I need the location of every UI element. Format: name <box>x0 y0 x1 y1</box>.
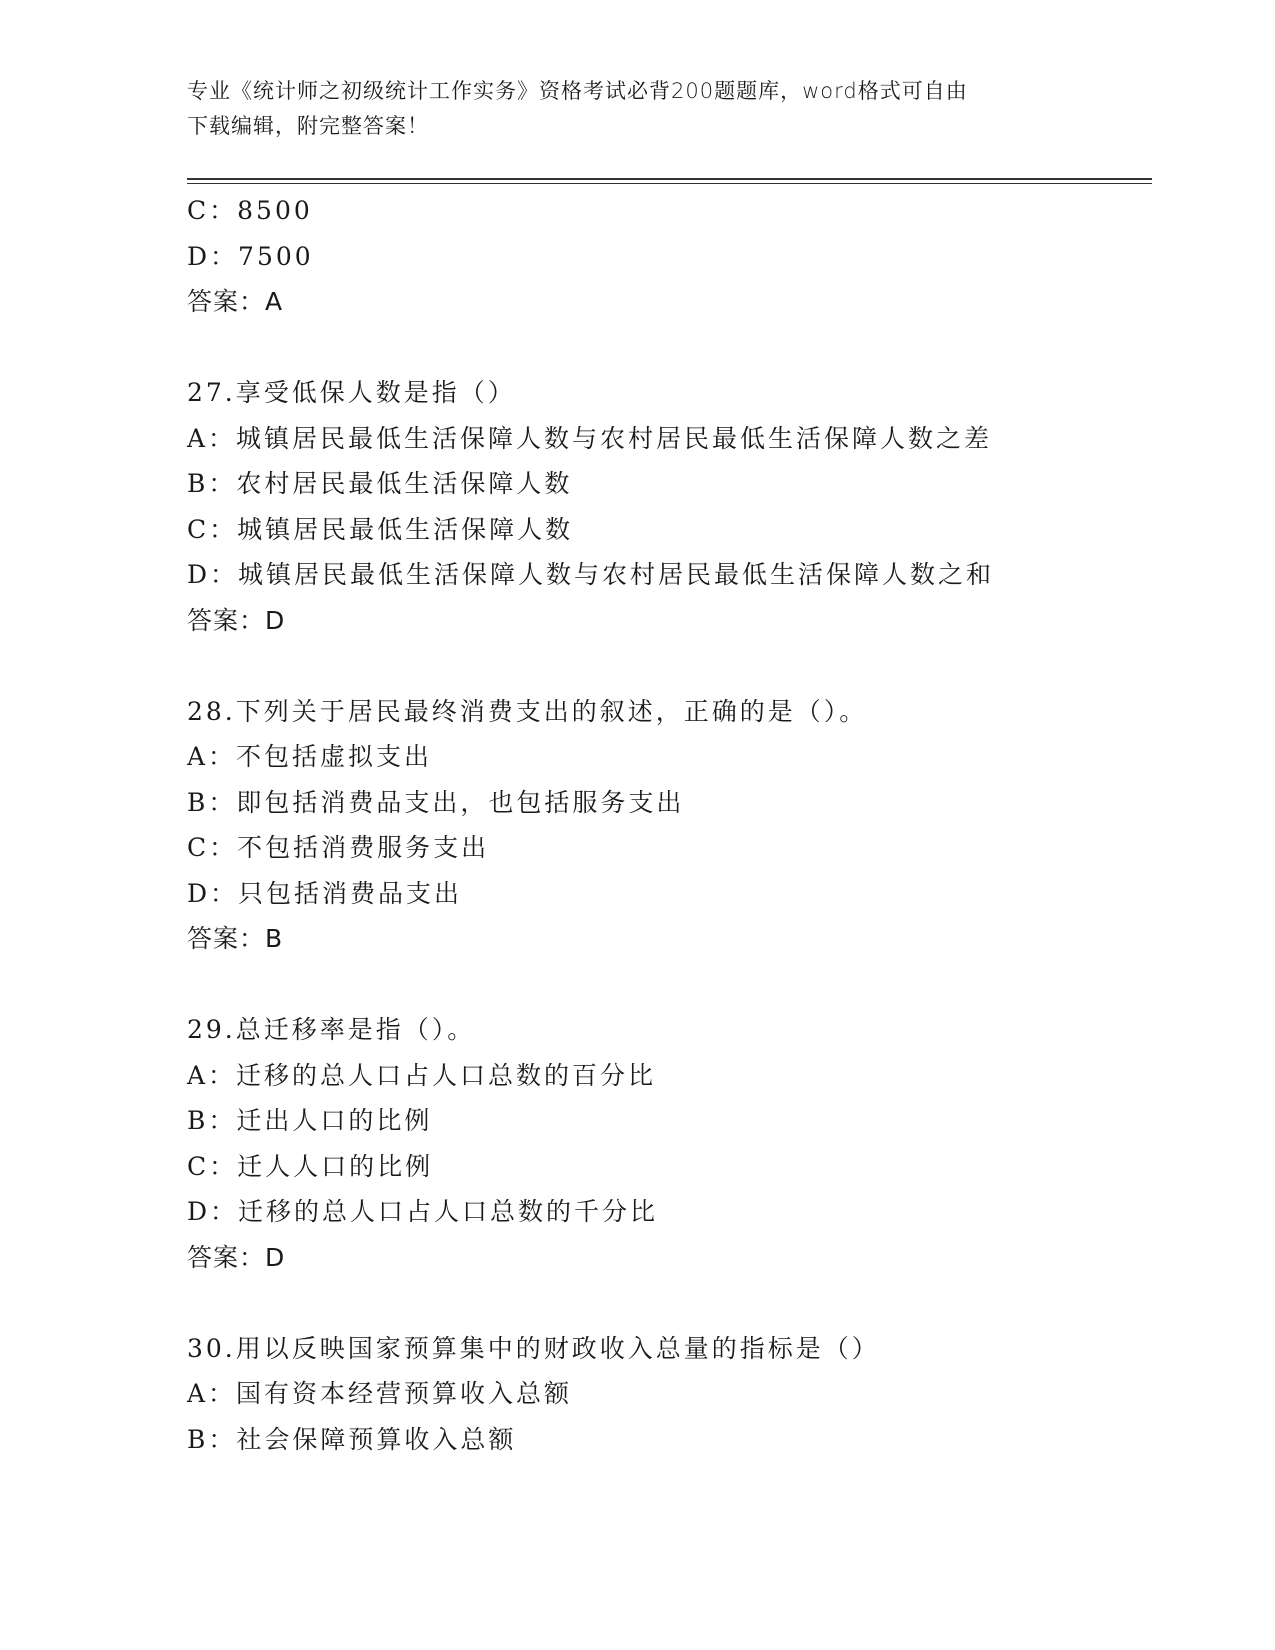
option-c: C：8500 <box>187 196 313 225</box>
spacer <box>187 1280 1152 1326</box>
option-a: A：国有资本经营预算收入总额 <box>187 1379 573 1408</box>
option-d: D：只包括消费品支出 <box>187 878 463 908</box>
question-stem: 28.下列关于居民最终消费支出的叙述，正确的是（）。 <box>187 696 868 726</box>
question-stem: 27.享受低保人数是指（） <box>187 378 516 407</box>
answer-line: 答案：B <box>187 924 284 953</box>
option-d: D：7500 <box>187 241 314 271</box>
option-b: B：即包括消费品支出，也包括服务支出 <box>187 787 685 817</box>
option-c: C：城镇居民最低生活保障人数 <box>187 514 574 544</box>
option-b: B：农村居民最低生活保障人数 <box>187 469 573 498</box>
option-a: A：城镇居民最低生活保障人数与农村居民最低生活保障人数之差 <box>187 423 993 453</box>
header-divider-thick <box>187 178 1152 180</box>
header-line-1: 专业《统计师之初级统计工作实务》资格考试必背200题题库，word格式可自由 <box>187 79 968 103</box>
document-header <box>187 74 1087 144</box>
question-stem: 30.用以反映国家预算集中的财政收入总量的指标是（） <box>187 1333 880 1363</box>
option-d: D：城镇居民最低生活保障人数与农村居民最低生活保障人数之和 <box>187 560 995 589</box>
option-b: B：社会保障预算收入总额 <box>187 1424 517 1454</box>
option-c: C：迁人人口的比例 <box>187 1151 434 1181</box>
spacer <box>187 325 1152 371</box>
answer-line: 答案：D <box>187 1242 286 1272</box>
question-list <box>187 188 1152 1462</box>
answer-line: 答案：D <box>187 605 286 635</box>
question-stem: 29.总迁移率是指（）。 <box>187 1015 476 1044</box>
option-a: A：不包括虚拟支出 <box>187 742 433 771</box>
option-b: B：迁出人口的比例 <box>187 1106 433 1135</box>
header-divider-thin <box>187 183 1152 184</box>
option-d: D：迁移的总人口占人口总数的千分比 <box>187 1197 659 1226</box>
spacer <box>187 962 1152 1008</box>
answer-line: 答案：A <box>187 287 284 316</box>
spacer <box>187 643 1152 689</box>
header-line-2: 下载编辑，附完整答案！ <box>187 114 429 138</box>
option-a: A：迁移的总人口占人口总数的百分比 <box>187 1060 657 1090</box>
option-c: C：不包括消费服务支出 <box>187 833 490 862</box>
